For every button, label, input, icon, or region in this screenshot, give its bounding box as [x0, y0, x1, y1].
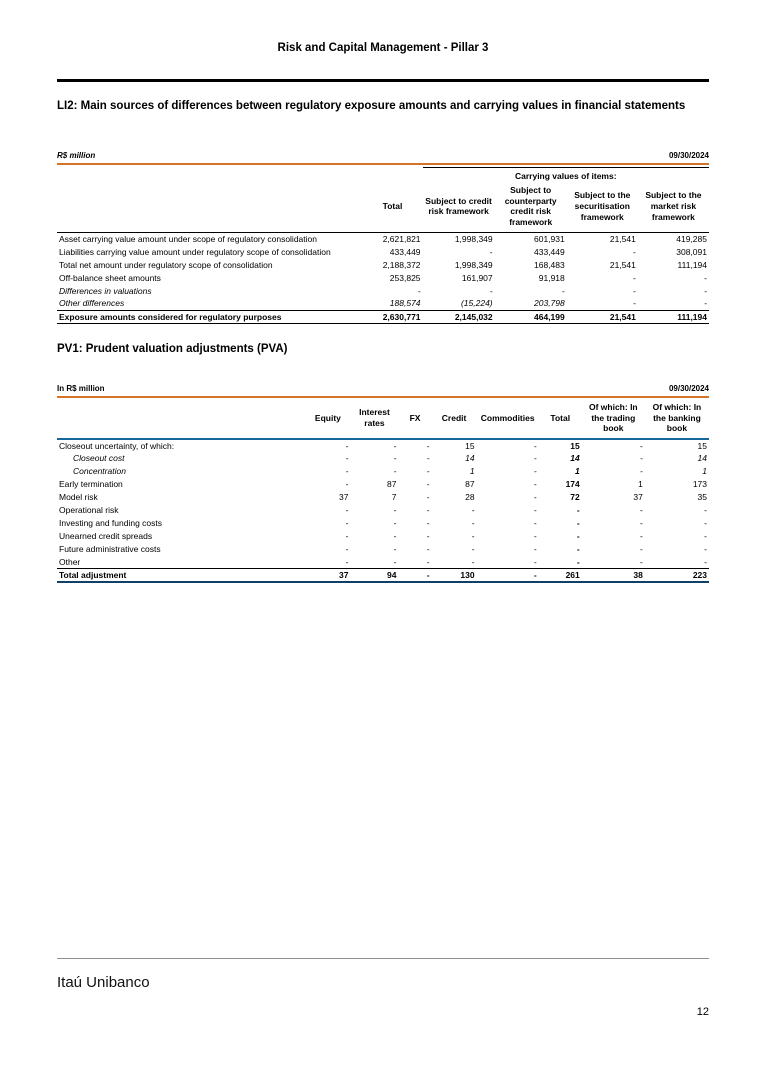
cell-value: -	[533, 518, 537, 529]
cell-value: 1	[702, 466, 707, 477]
table-row	[57, 452, 709, 465]
cell-value: (15,224)	[460, 298, 493, 309]
cell-value: -	[471, 531, 475, 542]
cell-value: -	[489, 246, 493, 257]
cell-value: -	[576, 531, 580, 542]
footer-brand: Itaú Unibanco	[57, 974, 150, 991]
column-header-market-risk: Subject to the market risk framework	[638, 183, 709, 232]
cell-value: 1	[469, 466, 475, 477]
cell-value: 168,483	[534, 259, 565, 270]
li2-accent-rule	[57, 163, 709, 165]
column-header-credit: Credit	[432, 400, 477, 439]
cell-value: 188,574	[389, 298, 421, 309]
carrying-values-header: Carrying values of items:	[423, 168, 709, 183]
empty-header-cell	[57, 168, 423, 183]
column-header-securitisation: Subject to the securitisation framework	[567, 183, 638, 232]
table-row	[57, 258, 709, 271]
table-row	[57, 504, 709, 517]
pv1-table-meta	[57, 384, 709, 393]
cell-value: 28	[465, 492, 475, 503]
row-label: Closeout cost	[73, 453, 125, 464]
cell-value: 1	[638, 479, 643, 490]
row-label: Other	[59, 557, 81, 568]
footer-rule	[57, 958, 709, 959]
column-header-fx: FX	[399, 400, 432, 439]
column-header-interest-rates: Interest rates	[350, 400, 398, 439]
cell-value: 253,825	[389, 272, 421, 283]
li2-carrying-row	[57, 168, 709, 183]
cell-value: 15	[465, 440, 475, 451]
table-row	[57, 271, 709, 284]
li2-table-head	[57, 168, 709, 232]
cell-value: -	[704, 544, 707, 555]
table-row	[57, 465, 709, 478]
cell-value: -	[477, 569, 539, 583]
column-header-banking-book: Of which: In the banking book	[645, 400, 709, 439]
li2-report-date: 09/30/2024	[668, 151, 709, 161]
cell-value: -	[399, 569, 432, 583]
cell-value: -	[426, 544, 430, 555]
row-label: Other differences	[59, 298, 125, 309]
cell-value: -	[426, 453, 430, 464]
cell-value: 38	[582, 569, 645, 583]
cell-value: -	[471, 544, 475, 555]
pv1-report-date: 09/30/2024	[668, 383, 709, 393]
cell-value: -	[345, 466, 349, 477]
cell-value: -	[345, 557, 349, 568]
cell-value: -	[393, 557, 397, 568]
cell-value: -	[640, 505, 643, 516]
cell-value: 91,918	[538, 272, 565, 283]
row-label: Concentration	[73, 466, 126, 477]
cell-value: -	[489, 285, 493, 296]
cell-value: 21,541	[567, 310, 638, 323]
row-label: Differences in valuations	[59, 285, 152, 296]
cell-value: -	[576, 557, 580, 568]
cell-value: -	[640, 531, 643, 542]
cell-value: 35	[697, 492, 707, 503]
cell-value: -	[393, 531, 397, 542]
row-label: Early termination	[59, 479, 123, 490]
cell-value: -	[426, 557, 430, 568]
cell-value: -	[576, 544, 580, 555]
row-label: Closeout uncertainty, of which:	[59, 440, 175, 451]
row-label: Unearned credit spreads	[59, 531, 153, 542]
column-header-counterparty: Subject to counterparty credit risk framework	[495, 183, 567, 232]
table-row	[57, 569, 709, 583]
page-footer	[57, 958, 709, 991]
empty-header-cell	[57, 400, 305, 439]
table-row	[57, 556, 709, 569]
page-number: 12	[696, 1006, 709, 1018]
cell-value: -	[633, 272, 636, 283]
cell-value: 464,199	[495, 310, 567, 323]
table-row	[57, 530, 709, 543]
cell-value: 130	[432, 569, 477, 583]
cell-value: -	[640, 557, 643, 568]
cell-value: 72	[570, 492, 580, 503]
cell-value: -	[426, 531, 430, 542]
cell-value: -	[533, 544, 537, 555]
table-row	[57, 478, 709, 491]
table-row	[57, 517, 709, 530]
cell-value: 203,798	[534, 298, 565, 309]
row-label: Operational risk	[59, 505, 119, 516]
cell-value: 37	[338, 492, 349, 503]
row-label: Asset carrying value amount under scope of regulatory consolidation	[59, 233, 317, 244]
cell-value: -	[704, 531, 707, 542]
cell-value: 7	[391, 492, 397, 503]
cell-value: -	[393, 505, 397, 516]
cell-value: 111,194	[638, 310, 709, 323]
cell-value: 1	[575, 466, 580, 477]
cell-value: 87	[387, 479, 397, 490]
cell-value: -	[426, 518, 430, 529]
cell-value: 21,541	[609, 233, 636, 244]
cell-value: 308,091	[676, 246, 707, 257]
cell-value: -	[633, 285, 636, 296]
li2-section-title: LI2: Main sources of differences between regulatory exposure amounts and carrying values in financial statements	[57, 100, 686, 112]
cell-value: 15	[697, 440, 707, 451]
table-row	[57, 297, 709, 310]
row-label: Total net amount under regulatory scope of consolidation	[59, 259, 273, 270]
cell-value: -	[426, 505, 430, 516]
cell-value: -	[704, 285, 707, 296]
cell-value: -	[393, 544, 397, 555]
table-row	[57, 232, 709, 245]
cell-value: -	[471, 518, 475, 529]
cell-value: 261	[539, 569, 582, 583]
cell-value: 1,998,349	[454, 259, 493, 270]
table-row	[57, 245, 709, 258]
cell-value: 2,188,372	[382, 259, 421, 270]
cell-value: -	[345, 518, 349, 529]
cell-value: -	[393, 453, 397, 464]
cell-value: -	[576, 518, 580, 529]
cell-value: -	[426, 466, 430, 477]
cell-value: -	[704, 272, 707, 283]
li2-table-meta	[57, 151, 709, 160]
cell-value: 601,931	[534, 233, 565, 244]
cell-value: 174	[565, 479, 580, 490]
cell-value: -	[426, 479, 430, 490]
column-header-trading-book: Of which: In the trading book	[582, 400, 645, 439]
document-header-title: Risk and Capital Management - Pillar 3	[277, 42, 489, 54]
cell-value: -	[345, 440, 349, 451]
cell-value: 111,194	[677, 259, 707, 270]
pv1-table	[57, 400, 709, 583]
cell-value: 173	[692, 479, 707, 490]
cell-value: -	[640, 440, 643, 451]
table-row	[57, 491, 709, 504]
cell-value: -	[393, 440, 397, 451]
pv1-table-head	[57, 400, 709, 439]
pv1-section-title: PV1: Prudent valuation adjustments (PVA)	[57, 342, 288, 355]
cell-value: -	[345, 531, 349, 542]
cell-value: 433,449	[534, 246, 565, 257]
cell-value: -	[426, 492, 430, 503]
cell-value: -	[426, 440, 430, 451]
row-label: Investing and funding costs	[59, 518, 163, 529]
row-label: Exposure amounts considered for regulatory purposes	[57, 310, 362, 323]
cell-value: -	[533, 492, 537, 503]
cell-value: 223	[645, 569, 709, 583]
pv1-accent-rule	[57, 396, 709, 398]
row-label: Liabilities carrying value amount under regulatory scope of consolidation	[59, 246, 331, 257]
cell-value: -	[417, 285, 421, 296]
cell-value: -	[345, 453, 349, 464]
li2-unit-label: R$ million	[57, 151, 96, 161]
cell-value: -	[533, 505, 537, 516]
li2-table	[57, 167, 709, 323]
cell-value: -	[533, 479, 537, 490]
cell-value: -	[633, 298, 636, 309]
cell-value: -	[345, 544, 349, 555]
cell-value: -	[704, 557, 707, 568]
table-row	[57, 310, 709, 323]
cell-value: 37	[633, 492, 643, 503]
cell-value: 2,621,821	[382, 233, 421, 244]
row-label: Model risk	[59, 492, 98, 503]
cell-value: 94	[350, 569, 398, 583]
table-row	[57, 543, 709, 556]
empty-header-cell	[57, 183, 362, 232]
table-row	[57, 284, 709, 297]
cell-value: 14	[570, 453, 580, 464]
cell-value: -	[533, 466, 537, 477]
cell-value: 2,145,032	[423, 310, 495, 323]
cell-value: -	[471, 505, 475, 516]
cell-value: -	[533, 453, 537, 464]
cell-value: 15	[570, 440, 580, 451]
cell-value: -	[471, 557, 475, 568]
column-header-total: Total	[539, 400, 582, 439]
cell-value: -	[393, 518, 397, 529]
cell-value: -	[345, 505, 349, 516]
column-header-total: Total	[362, 183, 422, 232]
cell-value: -	[633, 246, 636, 257]
cell-value: -	[533, 440, 537, 451]
row-label: Off-balance sheet amounts	[59, 272, 161, 283]
cell-value: 21,541	[609, 259, 636, 270]
cell-value: -	[561, 285, 565, 296]
cell-value: -	[704, 518, 707, 529]
pv1-table-body	[57, 439, 709, 583]
header-rule	[57, 79, 709, 82]
column-header-credit-risk: Subject to credit risk framework	[423, 183, 495, 232]
cell-value: -	[345, 479, 349, 490]
cell-value: 1,998,349	[454, 233, 493, 244]
cell-value: 419,285	[676, 233, 707, 244]
column-header-commodities: Commodities	[477, 400, 539, 439]
cell-value: 161,907	[461, 272, 493, 283]
cell-value: 87	[465, 479, 475, 490]
table-row	[57, 439, 709, 452]
cell-value: -	[704, 505, 707, 516]
cell-value: -	[640, 544, 643, 555]
cell-value: 433,449	[389, 246, 421, 257]
cell-value: -	[640, 518, 643, 529]
cell-value: 14	[697, 453, 707, 464]
cell-value: -	[640, 453, 643, 464]
cell-value: -	[533, 531, 537, 542]
cell-value: 37	[305, 569, 350, 583]
cell-value: -	[393, 466, 397, 477]
cell-value: 14	[465, 453, 475, 464]
cell-value: -	[640, 466, 643, 477]
li2-column-header-row	[57, 183, 709, 232]
li2-table-body	[57, 232, 709, 323]
column-header-equity: Equity	[305, 400, 350, 439]
cell-value: 2,630,771	[362, 310, 422, 323]
pv1-unit-label: In R$ million	[57, 383, 105, 393]
row-label: Future administrative costs	[59, 544, 161, 555]
cell-value: -	[533, 557, 537, 568]
pv1-column-header-row	[57, 400, 709, 439]
row-label: Total adjustment	[57, 569, 305, 583]
cell-value: -	[576, 505, 580, 516]
cell-value: -	[704, 298, 707, 309]
